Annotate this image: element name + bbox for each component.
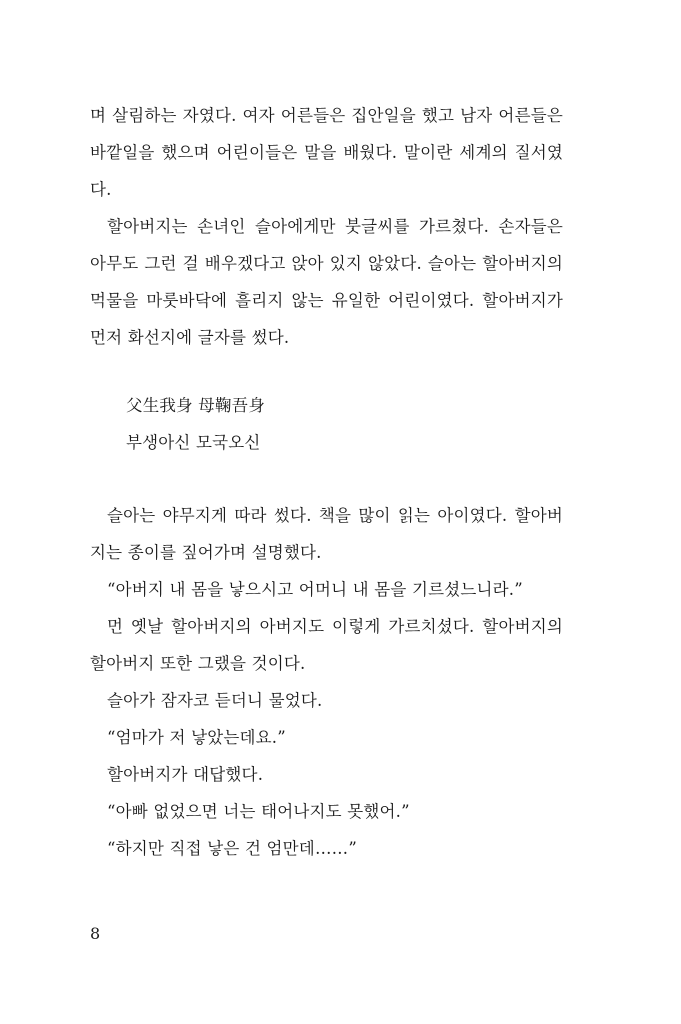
- body-text-top: [90, 97, 563, 356]
- paragraph: 슬아는 야무지게 따라 썼다. 책을 많이 읽는 아이였다. 할아버지는 종이를 짚어가며 설명했다.: [90, 506, 563, 562]
- dialogue-line: “아버지 내 몸을 낳으시고 어머니 내 몸을 기르셨느니라.”: [107, 580, 523, 599]
- paragraph: 할아버지가 대답했다.: [107, 765, 264, 784]
- paragraph: 며 살림하는 자였다. 여자 어른들은 집안일을 했고 남자 어른들은 바깥일을 했으며 어린이들은 말을 배웠다. 말이란 세계의 질서였다.: [90, 106, 563, 199]
- dialogue-line: “엄마가 저 낳았는데요.”: [107, 728, 286, 747]
- paragraph: 먼 옛날 할아버지의 아버지도 이렇게 가르치셨다. 할아버지의 할아버지 또한 그랬을 것이다.: [90, 617, 563, 673]
- verse-hangul: 부생아신 모국오신: [126, 433, 261, 452]
- dialogue-line: “아빠 없었으면 너는 태어나지도 못했어.”: [107, 802, 410, 821]
- paragraph: 슬아가 잠자코 듣더니 물었다.: [107, 691, 323, 710]
- body-text-bottom: [90, 497, 563, 867]
- dialogue-line: “하지만 직접 낳은 건 엄만데……”: [107, 839, 357, 858]
- verse-hanja: 父生我身 母鞠吾身: [126, 396, 266, 415]
- quoted-verse: [90, 387, 563, 461]
- paragraph: 할아버지는 손녀인 슬아에게만 붓글씨를 가르쳤다. 손자들은 아무도 그런 걸 배우겠다고 앉아 있지 않았다. 슬아는 할아버지의 먹물을 마룻바닥에 흘리지 않는 유일한 어린이였다. 할아버지가 먼저 화선지에 글자를 썼다.: [90, 217, 563, 347]
- page-number: 8: [90, 924, 101, 943]
